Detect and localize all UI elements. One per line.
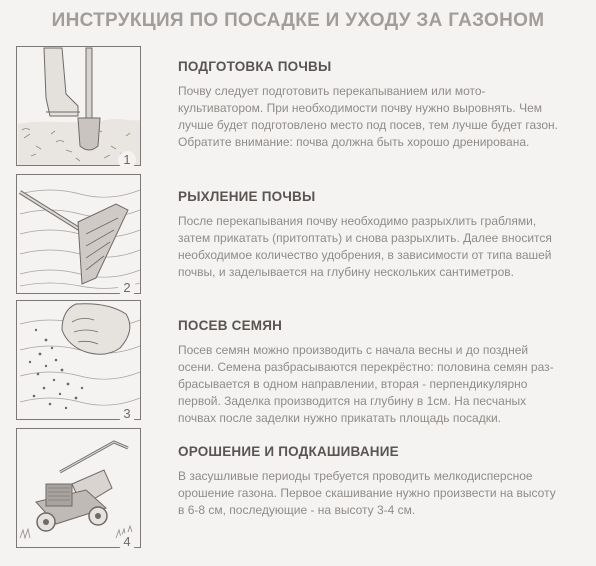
text-line: почвы, и заделывается на глубину нескольких сантиметров. [178,265,514,279]
step-heading: ОРОШЕНИЕ И ПОДКАШИВАНИЕ [178,444,399,459]
step-description [178,468,590,519]
text-line: Обратите внимание: почва должна быть хорошо дренирована. [178,135,530,149]
step-description [178,213,590,281]
text-line: первой. Заделка производится на глубину в 1см. На песчаных [178,394,527,408]
text-line: лучше будет подготовлено место под посев, тем лучше будет газон. [178,118,558,132]
step-number-badge: 1 [118,151,136,169]
text-line: В засушливые периоды требуется проводить мелкодисперсное [178,469,533,483]
step-description [178,342,590,427]
shovel-in-soil-icon [16,46,141,166]
step-heading: РЫХЛЕНИЕ ПОЧВЫ [178,189,316,204]
text-line: брасывается в одном направлении, вторая - перпендикулярно [178,377,528,391]
step-illustration-2 [16,174,141,294]
step-heading: ПОДГОТОВКА ПОЧВЫ [178,59,332,74]
text-line: необходимое количество удобрения, в зависимости от типа вашей [178,248,552,262]
text-line: Посев семян можно производить с начала весны и до поздней [178,343,529,357]
step-heading: ПОСЕВ СЕМЯН [178,318,283,333]
text-line: Почву следует подготовить перекапыванием или мото- [178,84,486,98]
text-line: После перекапывания почву необходимо разрыхлить граблями, [178,214,537,228]
text-line: культиватором. При необходимости почву нужно выровнять. Чем [178,101,543,115]
lawn-mower-icon [16,428,141,548]
rake-icon [16,174,141,294]
step-illustration-3 [16,300,141,420]
text-line: почвах после заделки нужно прикатать площадь посадки. [178,411,501,425]
text-line: осени. Семена разбрасываются перекрёстно: половина семян раз- [178,360,554,374]
page-title: ИНСТРУКЦИЯ ПО ПОСАДКЕ И УХОДУ ЗА ГАЗОНОМ [51,10,545,31]
step-number-badge: 3 [118,405,136,423]
step-number-badge: 2 [118,279,136,297]
text-line: орошение газона. Первое скашивание нужно произвести на высоту [178,486,556,500]
sowing-hand-icon [16,300,141,420]
text-line: в 6-8 см, последующие - на высоту 3-4 см. [178,503,416,517]
step-illustration-4 [16,428,141,548]
step-number-badge: 4 [118,533,136,551]
text-line: затем прикатать (притоптать) и снова разрыхлить. Далее вносится [178,231,552,245]
step-description [178,83,590,151]
step-illustration-1 [16,46,141,166]
